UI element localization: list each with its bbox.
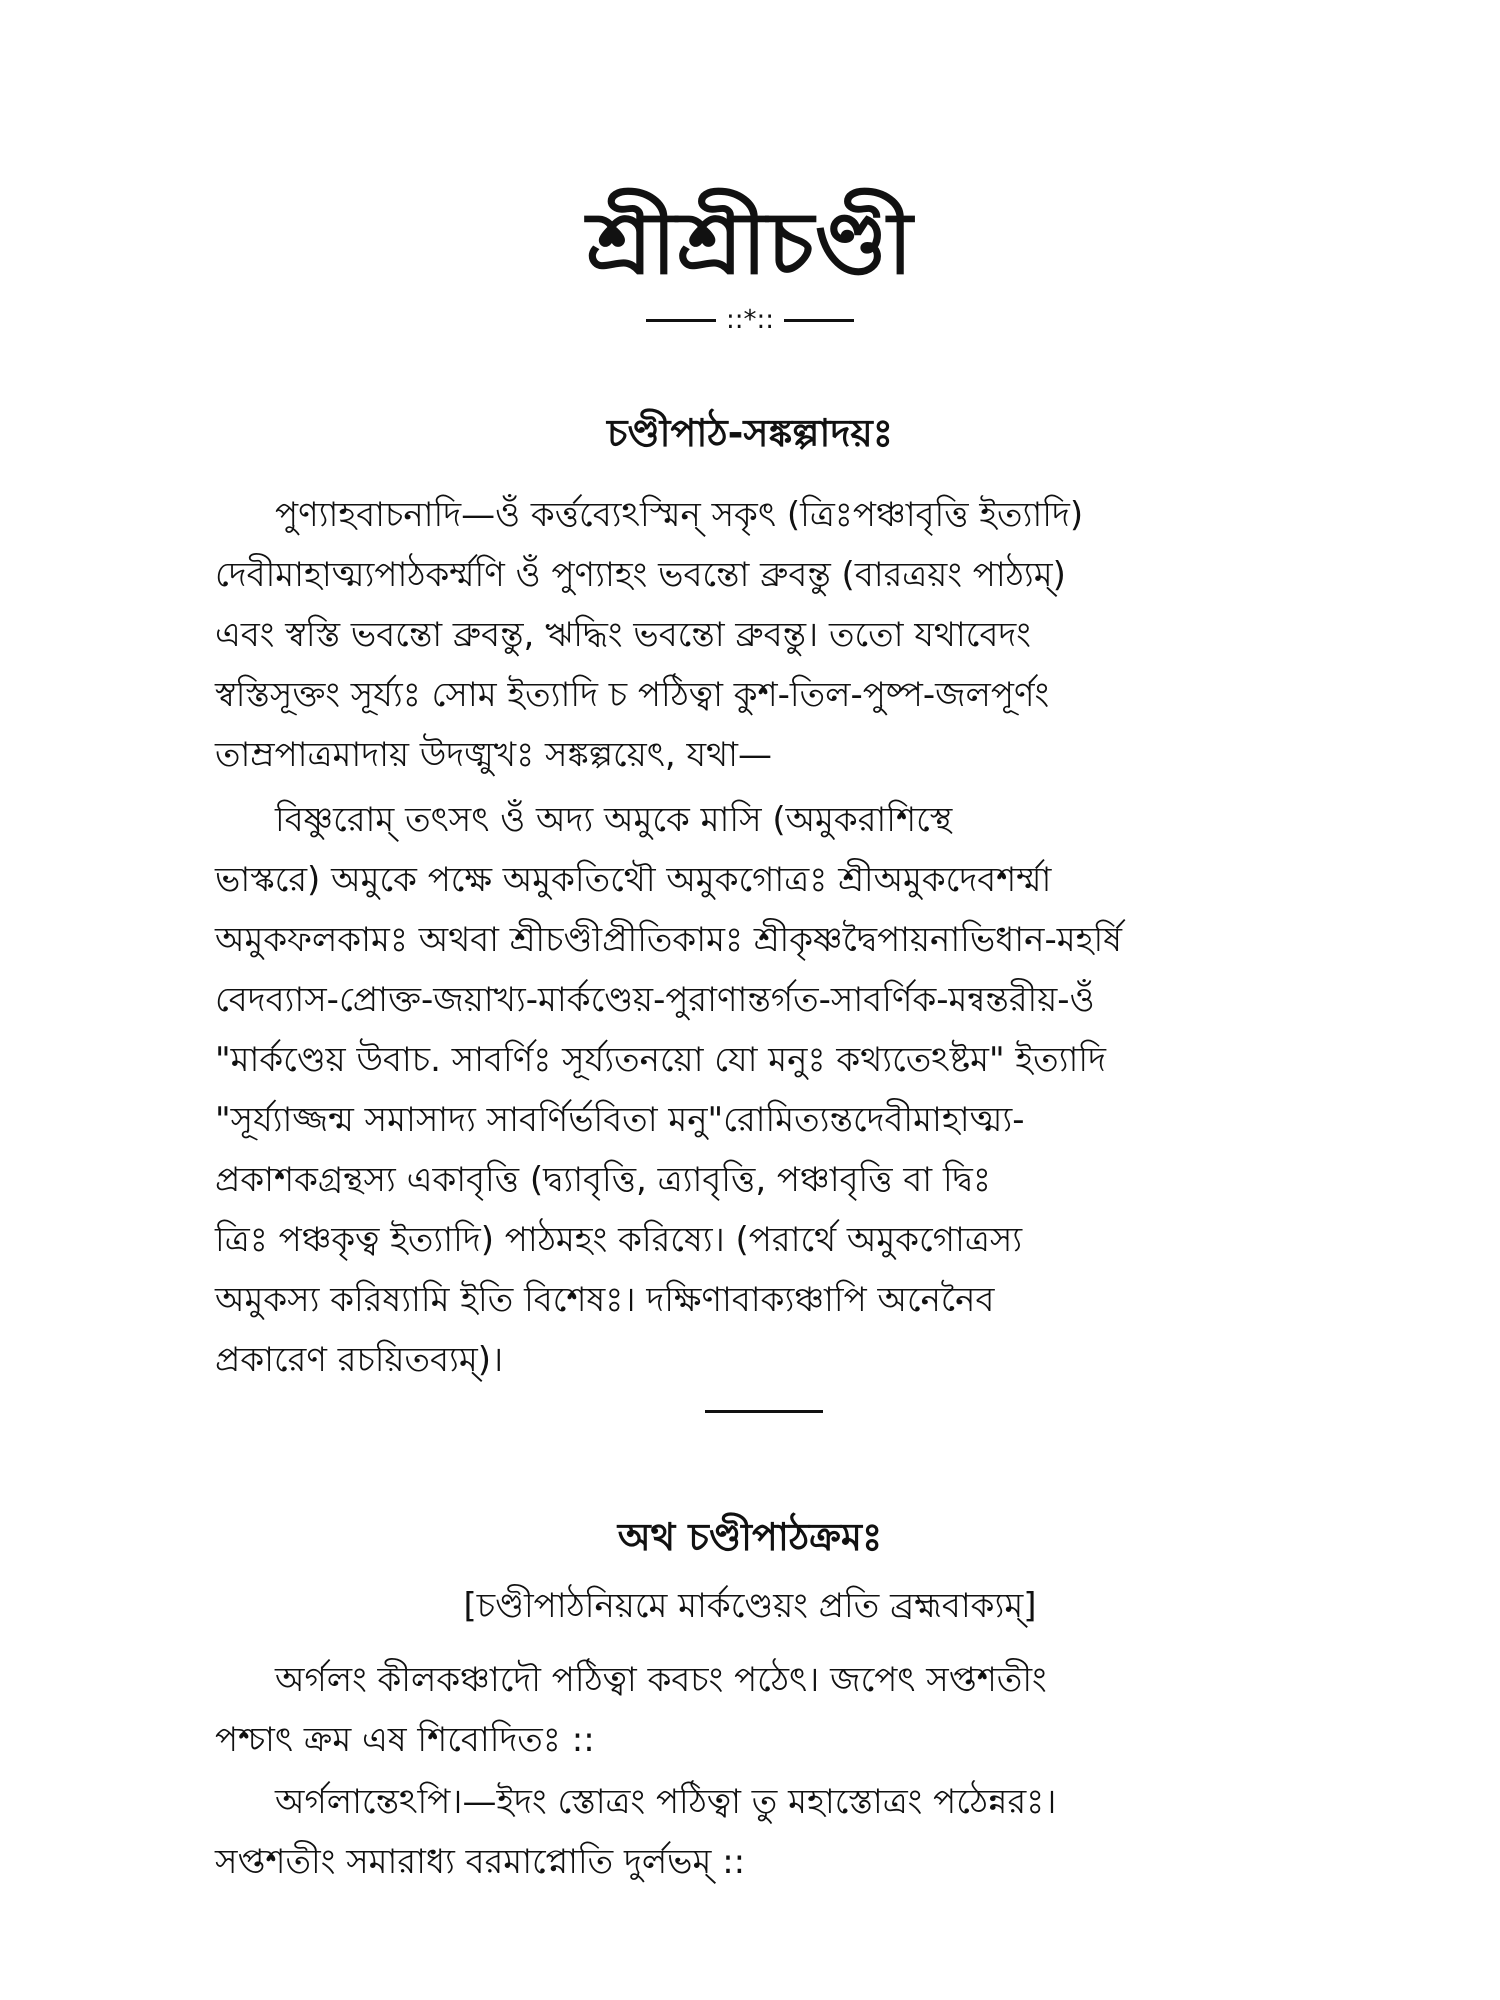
section2-subheading: [চণ্ডীপাঠনিয়মে মার্কণ্ডেয়ং প্রতি ব্রহ্মবাক্যম্]: [463, 1586, 1037, 1626]
title-ornament: [0, 305, 1500, 335]
section1-paragraph2: [215, 790, 1315, 1390]
ornament-line-left: [646, 319, 716, 322]
section1-heading: চণ্ডীপাঠ-সঙ্কল্পাদয়ঃ: [606, 411, 894, 455]
paragraph-line: স্বস্তিসূক্তং সূর্য্যঃ সোম ইত্যাদি চ পঠিত্বা কুশ-তিল-পুষ্প-জলপূর্ণং: [215, 675, 1050, 715]
section2-heading: অথ চণ্ডীপাঠক্রমঃ: [617, 1515, 883, 1559]
paragraph-line: "সূর্য্যাজ্জন্ম সমাসাদ্য সাবর্ণির্ভবিতা মনু"রোমিত্যন্তদেবীমাহাত্ম্য-: [215, 1100, 1025, 1140]
paragraph-line: তাম্রপাত্রমাদায় উদঙ্মুখঃ সঙ্কল্পয়েৎ, যথা—: [215, 735, 772, 775]
paragraph-line: অর্গলান্তেঽপি।—ইদং স্তোত্রং পঠিত্বা তু মহাস্তোত্রং পঠেন্নরঃ।: [275, 1782, 1057, 1822]
section2-paragraph1: [215, 1650, 1315, 1770]
page-title: শ্রীশ্রীচণ্ডী: [586, 194, 914, 294]
paragraph-line: অমুকফলকামঃ অথবা শ্রীচণ্ডীপ্রীতিকামঃ শ্রীকৃষ্ণদ্বৈপায়নাভিধান-মহর্ষি: [215, 920, 1122, 960]
paragraph-line: ত্রিঃ পঞ্চকৃত্ব ইত্যাদি) পাঠমহং করিষ্যে। (পরার্থে অমুকগোত্রস্য: [215, 1220, 1023, 1260]
section-divider: [705, 1410, 823, 1413]
paragraph-line: অর্গলং কীলকঞ্চাদৌ পঠিত্বা কবচং পঠেৎ। জপেৎ সপ্তশতীং: [275, 1660, 1047, 1700]
section1-paragraph1: [215, 485, 1315, 785]
paragraph-line: ভাস্করে) অমুকে পক্ষে অমুকতিথৌ অমুকগোত্রঃ শ্রীঅমুকদেবশর্ম্মা: [215, 860, 1052, 900]
paragraph-line: "মার্কণ্ডেয় উবাচ. সাবর্ণিঃ সূর্য্যতনয়ো যো মনুঃ কথ্যতেঽষ্টম" ইত্যাদি: [215, 1040, 1106, 1080]
paragraph-line: পুণ্যাহবাচনাদি—ওঁ কর্ত্তব্যেঽস্মিন্ সকৃৎ (ত্রিঃপঞ্চাবৃত্তি ইত্যাদি): [275, 495, 1084, 535]
paragraph-line: দেবীমাহাত্ম্যপাঠকর্ম্মণি ওঁ পুণ্যাহং ভবন্তো ব্রুবন্তু (বারত্রয়ং পাঠ্যম্): [215, 555, 1066, 595]
paragraph-line: প্রকারেণ রচয়িতব্যম্)।: [215, 1340, 504, 1380]
paragraph-line: বেদব্যাস-প্রোক্ত-জয়াখ্য-মার্কণ্ডেয়-পুরাণান্তর্গত-সাবর্ণিক-মন্বন্তরীয়-ওঁ: [215, 980, 1095, 1020]
paragraph-line: অমুকস্য করিষ্যামি ইতি বিশেষঃ। দক্ষিণাবাক্যঞ্চাপি অনেনৈব: [215, 1280, 995, 1320]
paragraph-line: বিষ্ণুরোম্ তৎসৎ ওঁ অদ্য অমুকে মাসি (অমুকরাশিস্থে: [275, 800, 953, 840]
paragraph-line: এবং স্বস্তি ভবন্তো ব্রুবন্তু, ঋদ্ধিং ভবন্তো ব্রুবন্তু। ততো যথাবেদং: [215, 615, 1031, 655]
paragraph-line: প্রকাশকগ্রন্থস্য একাবৃত্তি (দ্ব্যাবৃত্তি, ত্র্যাবৃত্তি, পঞ্চাবৃত্তি বা দ্বিঃ: [215, 1160, 992, 1200]
ornament-line-right: [784, 319, 854, 322]
section2-paragraph2: [215, 1772, 1315, 1892]
ornament-symbol: ::*::: [725, 305, 775, 335]
paragraph-line: সপ্তশতীং সমারাধ্য বরমাপ্নোতি দুর্লভম্ ::: [215, 1842, 746, 1882]
paragraph-line: পশ্চাৎ ক্রম এষ শিবোদিতঃ ::: [215, 1720, 595, 1760]
